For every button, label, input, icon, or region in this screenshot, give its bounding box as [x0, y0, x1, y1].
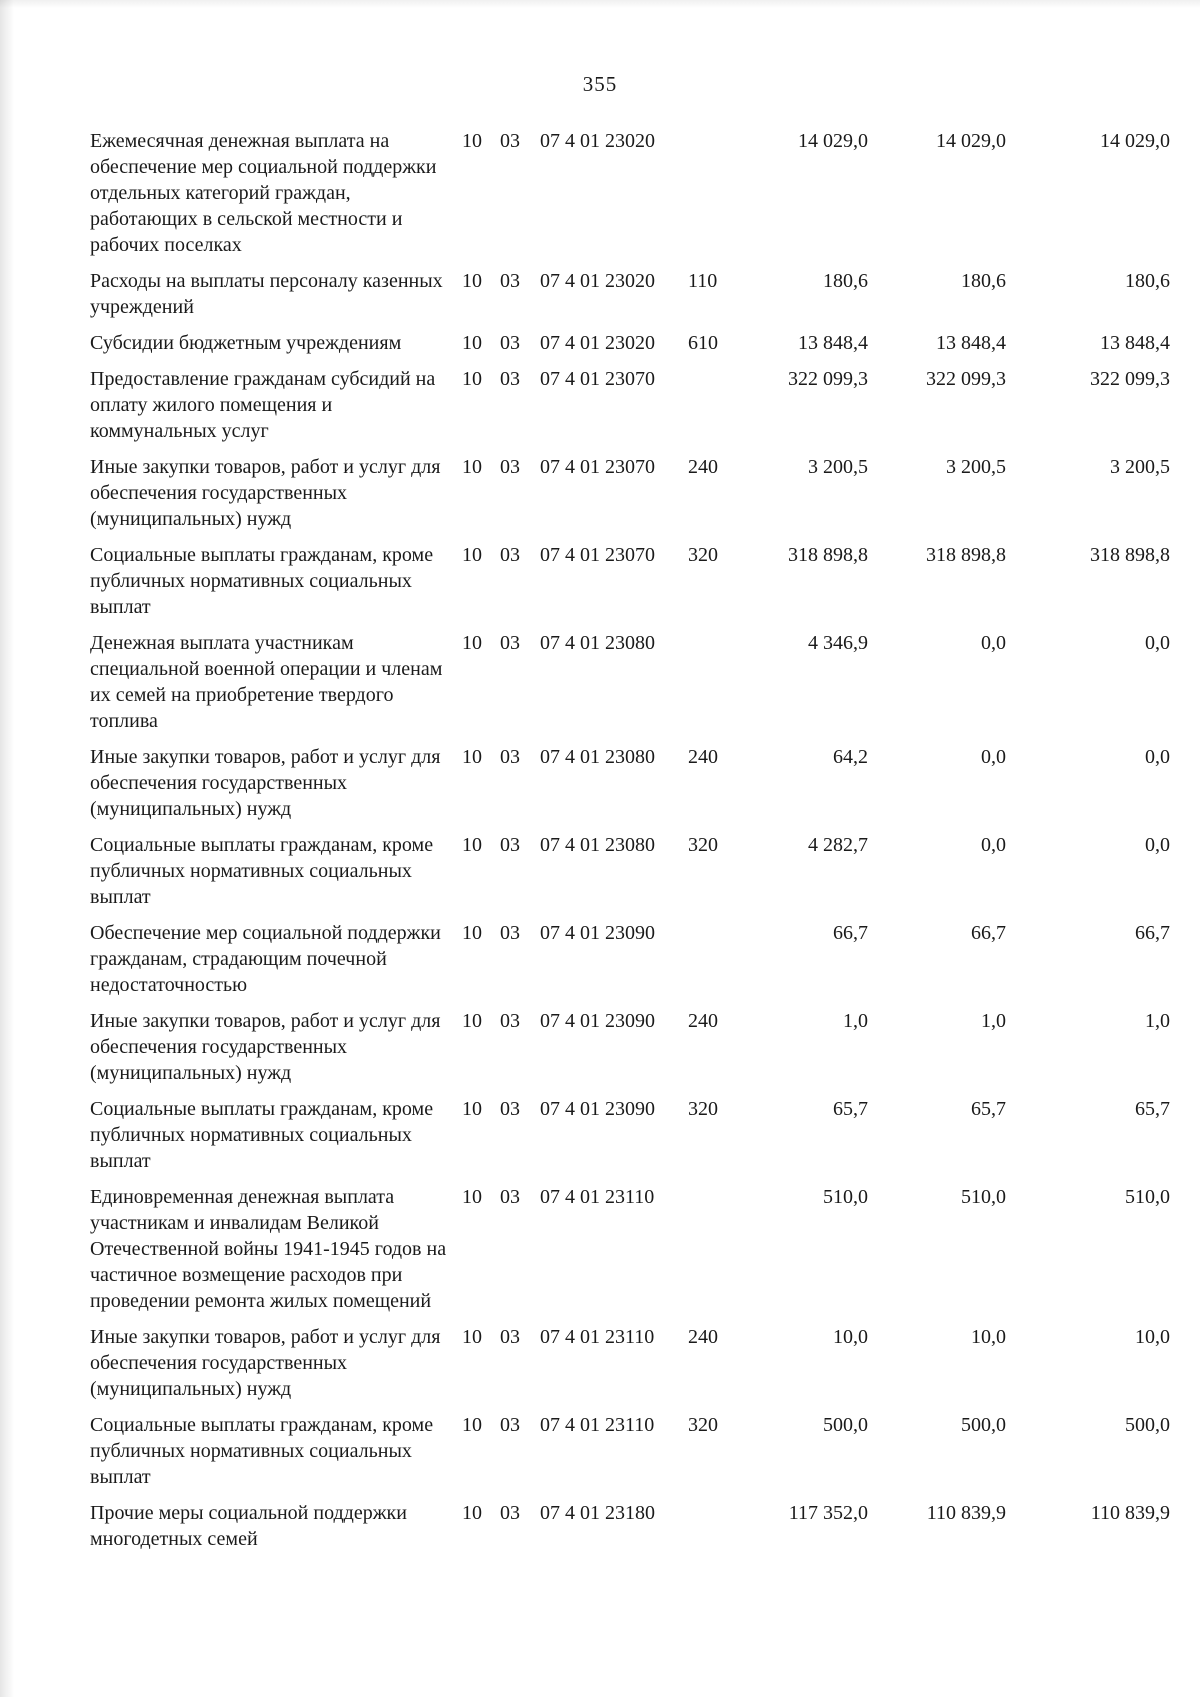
table-row [90, 744, 1170, 832]
amount-year-2: 110 839,9 [926, 1502, 1006, 1524]
budget-table [90, 128, 1170, 1562]
target-article-code: 07 4 01 23110 [540, 1186, 655, 1208]
amount-year-1: 66,7 [833, 922, 868, 944]
expense-name: Единовременная денежная выплата участникам и инвалидам Великой Отечественной войны 1941-1945 годов на частичное возмещение расходов при проведении ремонта жилых помещений [90, 1186, 447, 1312]
amount-year-1: 1,0 [843, 1010, 868, 1032]
amount-year-1: 65,7 [833, 1098, 868, 1120]
section-code: 10 [462, 130, 482, 152]
amount-year-3: 510,0 [1125, 1186, 1170, 1208]
amount-year-2: 3 200,5 [946, 456, 1006, 478]
amount-year-1: 500,0 [823, 1414, 868, 1436]
subsection-code: 03 [500, 1186, 520, 1208]
budget-table-body [90, 128, 1170, 1562]
table-row [90, 454, 1170, 542]
amount-year-3: 3 200,5 [1110, 456, 1170, 478]
section-code: 10 [462, 1010, 482, 1032]
table-row [90, 630, 1170, 744]
amount-year-1: 64,2 [833, 746, 868, 768]
amount-year-2: 0,0 [981, 746, 1006, 768]
expense-type-code: 320 [688, 1414, 718, 1436]
subsection-code: 03 [500, 368, 520, 390]
scan-top-shadow [0, 0, 1200, 8]
section-code: 10 [462, 1414, 482, 1436]
amount-year-2: 322 099,3 [926, 368, 1006, 390]
target-article-code: 07 4 01 23070 [540, 544, 655, 566]
expense-type-code: 320 [688, 1098, 718, 1120]
expense-name: Иные закупки товаров, работ и услуг для обеспечения государственных (муниципальных) нужд [90, 1326, 441, 1400]
amount-year-3: 318 898,8 [1090, 544, 1170, 566]
expense-name: Иные закупки товаров, работ и услуг для обеспечения государственных (муниципальных) нужд [90, 1010, 441, 1084]
expense-type-code: 320 [688, 834, 718, 856]
section-code: 10 [462, 1502, 482, 1524]
amount-year-2: 14 029,0 [936, 130, 1006, 152]
amount-year-3: 1,0 [1145, 1010, 1170, 1032]
table-row [90, 542, 1170, 630]
amount-year-1: 117 352,0 [788, 1502, 868, 1524]
expense-name: Предоставление гражданам субсидий на оплату жилого помещения и коммунальных услуг [90, 368, 436, 442]
expense-name: Социальные выплаты гражданам, кроме публичных нормативных социальных выплат [90, 544, 434, 618]
expense-name: Иные закупки товаров, работ и услуг для обеспечения государственных (муниципальных) нужд [90, 456, 441, 530]
expense-type-code: 610 [688, 332, 718, 354]
expense-type-code [688, 128, 740, 268]
table-row [90, 1412, 1170, 1500]
subsection-code: 03 [500, 632, 520, 654]
target-article-code: 07 4 01 23180 [540, 1502, 655, 1524]
expense-type-code: 320 [688, 544, 718, 566]
amount-year-2: 500,0 [961, 1414, 1006, 1436]
amount-year-2: 10,0 [971, 1326, 1006, 1348]
target-article-code: 07 4 01 23070 [540, 368, 655, 390]
subsection-code: 03 [500, 456, 520, 478]
amount-year-3: 0,0 [1145, 632, 1170, 654]
expense-name: Обеспечение мер социальной поддержки гражданам, страдающим почечной недостаточностью [90, 922, 441, 996]
section-code: 10 [462, 544, 482, 566]
subsection-code: 03 [500, 1326, 520, 1348]
table-row [90, 1008, 1170, 1096]
expense-name: Прочие меры социальной поддержки многодетных семей [90, 1502, 407, 1550]
expense-type-code: 110 [688, 270, 718, 292]
expense-type-code: 240 [688, 456, 718, 478]
section-code: 10 [462, 368, 482, 390]
amount-year-1: 14 029,0 [798, 130, 868, 152]
amount-year-2: 510,0 [961, 1186, 1006, 1208]
amount-year-1: 318 898,8 [788, 544, 868, 566]
subsection-code: 03 [500, 746, 520, 768]
target-article-code: 07 4 01 23090 [540, 1010, 655, 1032]
target-article-code: 07 4 01 23080 [540, 834, 655, 856]
amount-year-3: 180,6 [1125, 270, 1170, 292]
table-row [90, 128, 1170, 268]
table-row [90, 920, 1170, 1008]
target-article-code: 07 4 01 23020 [540, 130, 655, 152]
expense-type-code [688, 366, 740, 454]
target-article-code: 07 4 01 23020 [540, 332, 655, 354]
amount-year-1: 4 346,9 [808, 632, 868, 654]
subsection-code: 03 [500, 1502, 520, 1524]
table-row [90, 330, 1170, 366]
subsection-code: 03 [500, 332, 520, 354]
table-row [90, 268, 1170, 330]
expense-type-code: 240 [688, 746, 718, 768]
subsection-code: 03 [500, 1414, 520, 1436]
amount-year-2: 1,0 [981, 1010, 1006, 1032]
expense-type-code [688, 630, 740, 744]
amount-year-3: 500,0 [1125, 1414, 1170, 1436]
subsection-code: 03 [500, 922, 520, 944]
section-code: 10 [462, 922, 482, 944]
amount-year-2: 66,7 [971, 922, 1006, 944]
expense-type-code: 240 [688, 1326, 718, 1348]
expense-name: Расходы на выплаты персоналу казенных учреждений [90, 270, 443, 318]
expense-name: Денежная выплата участникам специальной военной операции и членам их семей на приобретение твердого топлива [90, 632, 443, 732]
page-number: 355 [582, 72, 618, 96]
amount-year-3: 0,0 [1145, 746, 1170, 768]
section-code: 10 [462, 746, 482, 768]
expense-name: Социальные выплаты гражданам, кроме публичных нормативных социальных выплат [90, 1098, 434, 1172]
section-code: 10 [462, 1098, 482, 1120]
section-code: 10 [462, 632, 482, 654]
target-article-code: 07 4 01 23110 [540, 1326, 655, 1348]
amount-year-1: 180,6 [823, 270, 868, 292]
amount-year-3: 13 848,4 [1100, 332, 1170, 354]
amount-year-3: 322 099,3 [1090, 368, 1170, 390]
amount-year-2: 65,7 [971, 1098, 1006, 1120]
amount-year-3: 14 029,0 [1100, 130, 1170, 152]
amount-year-1: 3 200,5 [808, 456, 868, 478]
amount-year-3: 65,7 [1135, 1098, 1170, 1120]
amount-year-3: 66,7 [1135, 922, 1170, 944]
subsection-code: 03 [500, 270, 520, 292]
target-article-code: 07 4 01 23070 [540, 456, 655, 478]
target-article-code: 07 4 01 23080 [540, 746, 655, 768]
target-article-code: 07 4 01 23020 [540, 270, 655, 292]
target-article-code: 07 4 01 23080 [540, 632, 655, 654]
amount-year-2: 180,6 [961, 270, 1006, 292]
section-code: 10 [462, 332, 482, 354]
amount-year-2: 13 848,4 [936, 332, 1006, 354]
expense-type-code [688, 1500, 740, 1562]
expense-name: Ежемесячная денежная выплата на обеспечение мер социальной поддержки отдельных категорий граждан, работающих в сельской местности и рабочих поселках [90, 130, 437, 256]
amount-year-1: 510,0 [823, 1186, 868, 1208]
section-code: 10 [462, 1186, 482, 1208]
expense-name: Иные закупки товаров, работ и услуг для обеспечения государственных (муниципальных) нужд [90, 746, 441, 820]
table-row [90, 366, 1170, 454]
amount-year-2: 0,0 [981, 834, 1006, 856]
amount-year-1: 4 282,7 [808, 834, 868, 856]
expense-name: Субсидии бюджетным учреждениям [90, 332, 402, 354]
expense-type-code [688, 920, 740, 1008]
subsection-code: 03 [500, 834, 520, 856]
amount-year-2: 0,0 [981, 632, 1006, 654]
amount-year-1: 13 848,4 [798, 332, 868, 354]
table-row [90, 1500, 1170, 1562]
subsection-code: 03 [500, 130, 520, 152]
table-row [90, 1096, 1170, 1184]
section-code: 10 [462, 456, 482, 478]
amount-year-3: 110 839,9 [1090, 1502, 1170, 1524]
target-article-code: 07 4 01 23090 [540, 1098, 655, 1120]
section-code: 10 [462, 834, 482, 856]
subsection-code: 03 [500, 1098, 520, 1120]
amount-year-1: 322 099,3 [788, 368, 868, 390]
table-row [90, 832, 1170, 920]
table-row [90, 1184, 1170, 1324]
amount-year-1: 10,0 [833, 1326, 868, 1348]
section-code: 10 [462, 270, 482, 292]
table-row [90, 1324, 1170, 1412]
target-article-code: 07 4 01 23090 [540, 922, 655, 944]
subsection-code: 03 [500, 1010, 520, 1032]
expense-name: Социальные выплаты гражданам, кроме публичных нормативных социальных выплат [90, 1414, 434, 1488]
target-article-code: 07 4 01 23110 [540, 1414, 655, 1436]
section-code: 10 [462, 1326, 482, 1348]
amount-year-3: 10,0 [1135, 1326, 1170, 1348]
subsection-code: 03 [500, 544, 520, 566]
expense-type-code [688, 1184, 740, 1324]
expense-type-code: 240 [688, 1010, 718, 1032]
scan-edge-shadow [0, 0, 14, 1697]
expense-name: Социальные выплаты гражданам, кроме публичных нормативных социальных выплат [90, 834, 434, 908]
amount-year-3: 0,0 [1145, 834, 1170, 856]
amount-year-2: 318 898,8 [926, 544, 1006, 566]
